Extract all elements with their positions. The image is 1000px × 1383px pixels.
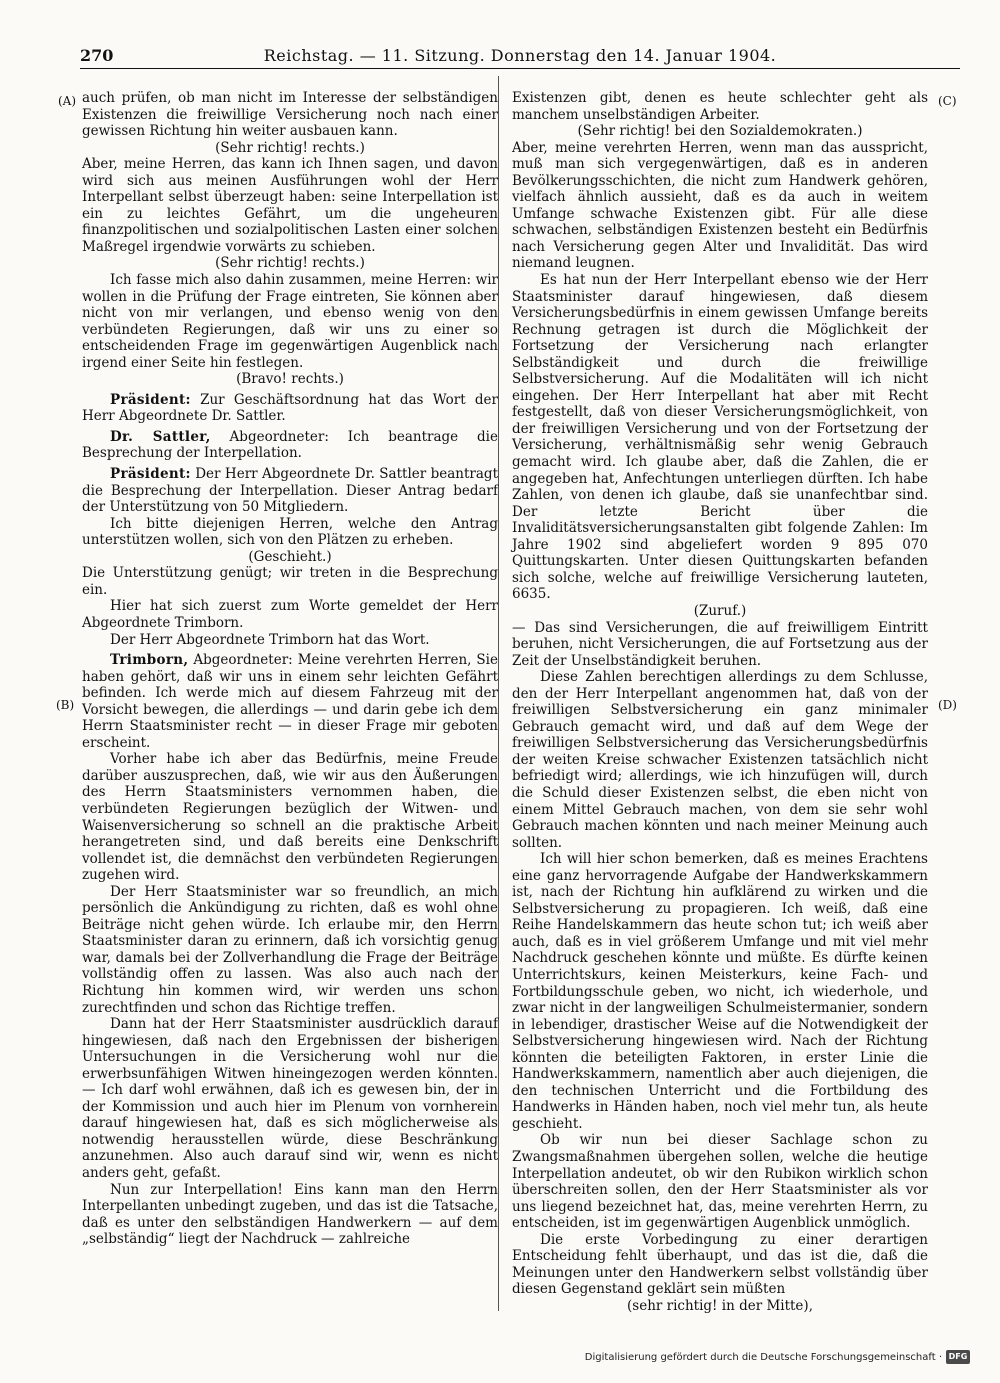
speaker-name: Präsident:: [110, 391, 191, 408]
interjection: (Sehr richtig! rechts.): [215, 255, 365, 272]
paragraph: Die erste Vorbedingung zu einer derartigen Entscheidung fehlt überhaupt, und das ist die, daß die Meinungen unter den Handwerkern selbst vollständig über diesen Gegenstand geklärt sein müßten: [512, 1231, 928, 1298]
paragraph: Ich will hier schon bemerken, daß es meines Erachtens eine ganz hervorragende Aufgabe der Handwerkskammern ist, nach der Richtung hin aufklärend zu wirken und die Selbstversicherung zu propagieren. Ich weiß, daß eine Reihe Handelskammern das heute schon tut; ich weiß aber auch, daß es in viel größerem Umfange und mit viel mehr Nachdruck geschehen könnte und müßte. Es dürfte keinen Unterrichtskurs, keinen Meisterkurs, keine Fach- und Fortbildungsschule geben, wo nicht, ich wiederhole, und zwar nicht in der langweiligen Schulmeistermanier, sondern in lebendiger, drastischer Weise auf die Notwendigkeit der Selbstversicherung hingewiesen wird. Nach der Richtung könnten die beteiligten Faktoren, in erster Linie die Handwerkskammern, namentlich aber auch diejenigen, die den technischen Unterricht und die Fortbildung des Handwerks in Händen haben, noch viel mehr tun, als heute geschieht.: [512, 851, 928, 1132]
interjection: (sehr richtig! in der Mitte),: [627, 1297, 813, 1314]
page-number: 270: [80, 46, 114, 65]
paragraph: Dann hat der Herr Staatsminister ausdrücklich darauf hingewiesen, daß nach den Ergebnissen der bisherigen Untersuchungen in die Versicherung wohl nur die erwerbsunfähigen Witwen hineingezogen werden könnten. — Ich darf wohl erwähnen, daß ich es gewesen bin, der in der Kommission und auch hier im Plenum von vornherein darauf hingewiesen hat, daß es sich möglicherweise als notwendig herausstellen würde, diese Beschränkung anzunehmen. Also auch darauf sind wir, wenn es nicht anders geht, gefaßt.: [82, 1016, 498, 1181]
speaker-paragraph: [82, 429, 498, 462]
paragraph: Nun zur Interpellation! Eins kann man den Herrn Interpellanten unbedingt zugeben, und das ist die Tatsache, daß es unter den selbständigen Handwerkern — auf dem „selbständig“ liegt der Nachdruck — zahlreiche: [82, 1181, 498, 1248]
speech-text: Der Herr Abgeordnete Dr. Sattler beantragt die Besprechung der Interpellation. Dieser Antrag bedarf der Unterstützung von 50 Mitgliedern.: [82, 466, 498, 516]
dfg-logo: DFG: [946, 1350, 970, 1364]
speaker-paragraph: [82, 392, 498, 425]
paragraph: Existenzen gibt, denen es heute schlechter geht als manchem unselbständigen Arbeiter.: [512, 90, 928, 123]
interjection: (Sehr richtig! bei den Sozialdemokraten.): [577, 123, 863, 140]
speech-text: Abgeordneter: Ich beantrage die Besprechung der Interpellation.: [82, 428, 498, 462]
paragraph: Ob wir nun bei dieser Sachlage schon zu Zwangsmaßnahmen übergehen sollen, welche die heutige Interpellation andeutet, ob wir den Rubikon wirklich schon überschreiten sollen, den der Herr Staatsminister als vor uns liegend bezeichnet hat, das, meine verehrten Herrn, zu entscheiden, ist im gegenwärtigen Augenblick unmöglich.: [512, 1132, 928, 1232]
paragraph: Aber, meine Herren, das kann ich Ihnen sagen, und davon wird sich aus meinen Ausführungen wohl der Herr Interpellant selbst überzeugt haben: seine Interpellation ist ein zu leichtes Gefährt, um die ungeheuren finanzpolitischen und sozialpolitischen Lasten einer solchen Maßregel irgendwie vorwärts zu schieben.: [82, 156, 498, 255]
interjection: (Zuruf.): [693, 602, 747, 619]
margin-marker-a: (A): [58, 94, 77, 108]
interjection: (Bravo! rechts.): [236, 371, 344, 388]
paragraph: Vorher habe ich aber das Bedürfnis, meine Freude darüber auszusprechen, daß, wie wir aus den Äußerungen des Herrn Staatsministers vernommen haben, die verbündeten Regierungen bezüglich der Witwen- und Waisenversicherung so schnell an die praktische Arbeit herangetreten sind, und daß bereits eine Denkschrift vollendet ist, die demnächst den verbündeten Regierungen zugehen wird.: [82, 751, 498, 884]
paragraph: auch prüfen, ob man nicht im Interesse der selbständigen Existenzen die freiwillige Versicherung noch nach einer gewissen Richtung hin weiter ausbauen kann.: [82, 90, 498, 140]
paragraph: Hier hat sich zuerst zum Worte gemeldet der Herr Abgeordnete Trimborn.: [82, 598, 498, 631]
paragraph: Aber, meine verehrten Herren, wenn man das ausspricht, muß man sich vergegenwärtigen, daß es in anderen Bevölkerungsschichten, die nicht zum Handwerk gehören, vielfach ähnlich aussieht, daß es da auch in weitem Umfange schwache Existenzen gibt. Für alle diese schwachen, selbständigen Existenzen besteht ein Bedürfnis nach Versicherung gegen Alter und Invalidität. Das wird niemand leugnen.: [512, 139, 928, 272]
margin-marker-b: (B): [56, 698, 75, 712]
paragraph: — Das sind Versicherungen, die auf freiwilligem Eintritt beruhen, nicht Versicherungen, die auf Fortsetzung aus der Zeit der Unselbständigkeit beruhen.: [512, 619, 928, 669]
speaker-paragraph: [82, 466, 498, 516]
speaker-name: Präsident:: [110, 466, 191, 483]
footer-credit-text: Digitalisierung gefördert durch die Deutsche Forschungsgemeinschaft ·: [584, 1352, 942, 1363]
page-header: [80, 44, 960, 69]
paragraph: Die Unterstützung genügt; wir treten in die Besprechung ein.: [82, 565, 498, 598]
paragraph: Der Herr Abgeordnete Trimborn hat das Wort.: [110, 631, 430, 648]
right-text-column: [512, 90, 928, 1314]
speaker-name: Dr. Sattler,: [110, 428, 211, 445]
paragraph: Ich fasse mich also dahin zusammen, meine Herren: wir wollen in die Prüfung der Frage eintreten, Sie können aber nicht von mir verlangen, und ebenso wenig von den verbündeten Regierungen, daß wir uns zu einer so entscheidenden Frage im gegenwärtigen Augenblick nach irgend einer Seite hin festlegen.: [82, 272, 498, 371]
interjection: (Geschieht.): [248, 548, 332, 565]
left-text-column: [82, 90, 498, 1248]
paragraph: Der Herr Staatsminister war so freundlich, an mich persönlich die Ankündigung zu richten, daß es wohl ohne Beiträge nicht gehen würde. Ich erlaube mir, den Herrn Staatsminister daran zu erinnern, daß ich vorsichtig genug war, damals bei der Zollverhandlung die Frage der Beiträge vollständig offen zu lassen. Was also auch nach der Richtung hin kommen wird, wir werden uns schon zurechtfinden und schon das Richtige treffen.: [82, 883, 498, 1016]
paragraph: Ich bitte diejenigen Herren, welche den Antrag unterstützen wollen, sich von den Plätzen zu erheben.: [82, 515, 498, 549]
paragraph: Diese Zahlen berechtigen allerdings zu dem Schlusse, den der Herr Interpellant angenommen hat, daß von der freiwilligen Selbstversicherung ein ganz minimaler Gebrauch gemacht wird, und daß auf dem Wege der freiwilligen Selbstversicherung das Versicherungsbedürfnis der weiten Kreise schwacher Existenzen tatsächlich nicht befriedigt wird; allerdings, wie ich hinzufügen will, durch die Schuld dieser Existenzen selbst, die eben nicht von einem Mittel Gebrauch machen, von dem sie sehr wohl Gebrauch machen könnten und nach meiner Meinung auch sollten.: [512, 669, 928, 851]
column-divider: [498, 76, 499, 1311]
margin-marker-c: (C): [938, 94, 957, 108]
paragraph: Es hat nun der Herr Interpellant ebenso wie der Herr Staatsminister darauf hingewiesen, daß diesem Versicherungsbedürfnis in einem gewissen Umfange bereits Rechnung getragen ist durch die Möglichkeit der Fortsetzung der Versicherung nach erlangter Selbständigkeit und durch die freiwillige Selbstversicherung. Auf die Modalitäten will ich nicht eingehen. Der Herr Interpellant hat aber mit Recht festgestellt, daß von dieser Versicherungsmöglichkeit, von der freiwilligen Versicherung und von der Fortsetzung der Versicherung, verhältnismäßig sehr wenig Gebrauch gemacht wird. Ich glaube aber, daß die Zahlen, die er angegeben hat, Anfechtungen unterliegen dürften. Ich habe Zahlen, von denen ich glaube, daß sie unanfechtbar sind. Der letzte Bericht über die Invaliditätsversicherungsanstalten gibt folgende Zahlen: Im Jahre 1902 sind abgeliefert worden 9 895 070 Quittungskarten. Unter diesen Quittungskarten befanden sich solche, welche auf freiwillige Versicherung lauteten, 6635.: [512, 272, 928, 603]
speech-text: Abgeordneter: Meine verehrten Herren, Sie haben gehört, daß wir uns in einem sehr leichten Gefährt befinden. Ich werde mich auf diesem Fahrzeug mit der Vorsicht bewegen, die allerdings — und darin gebe ich dem Herrn Staatsminister recht — in dieser Frage mir geboten erscheint.: [82, 652, 498, 751]
speaker-paragraph: [82, 652, 498, 751]
interjection: (Sehr richtig! rechts.): [215, 139, 365, 156]
speech-text: Zur Geschäftsordnung hat das Wort der Herr Abgeordnete Dr. Sattler.: [82, 391, 498, 425]
running-title: Reichstag. — 11. Sitzung. Donnerstag den 14. Januar 1904.: [263, 46, 777, 65]
margin-marker-d: (D): [938, 698, 957, 712]
digitization-credit: [560, 1349, 970, 1367]
speaker-name: Trimborn,: [110, 652, 189, 669]
